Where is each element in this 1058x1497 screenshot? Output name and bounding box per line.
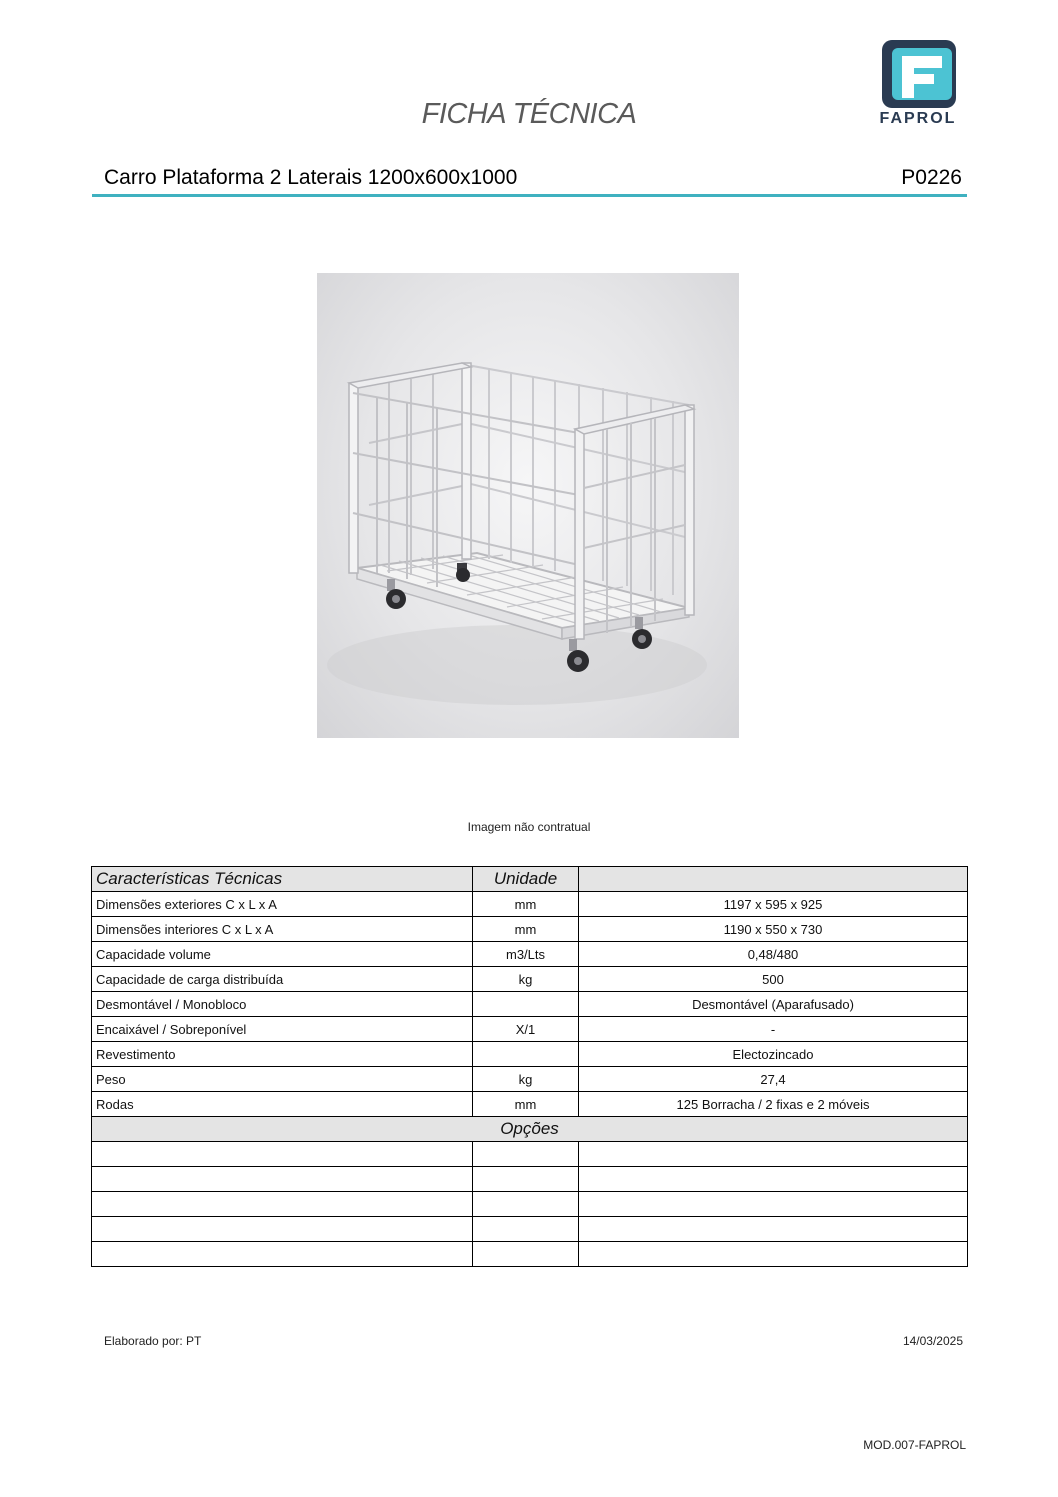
row-unit: mm xyxy=(473,917,579,942)
table-row xyxy=(92,942,968,967)
row-value: Electozincado xyxy=(579,1042,968,1067)
options-label: Opções xyxy=(92,1117,968,1142)
header-unit: Unidade xyxy=(473,867,579,892)
specs-table xyxy=(91,866,968,1267)
empty-option-row xyxy=(92,1167,968,1192)
row-unit: m3/Lts xyxy=(473,942,579,967)
product-code: P0226 xyxy=(901,166,962,189)
document-title: FICHA TÉCNICA xyxy=(421,98,637,130)
table-row xyxy=(92,1017,968,1042)
row-feature: Capacidade de carga distribuída xyxy=(92,967,473,992)
row-unit: kg xyxy=(473,967,579,992)
empty-option-row xyxy=(92,1242,968,1267)
row-value: - xyxy=(579,1017,968,1042)
table-row xyxy=(92,917,968,942)
product-photo xyxy=(317,273,739,738)
row-feature: Dimensões interiores C x L x A xyxy=(92,917,473,942)
header-divider xyxy=(92,194,967,197)
row-unit: mm xyxy=(473,892,579,917)
table-row xyxy=(92,1092,968,1117)
table-header-row xyxy=(92,867,968,892)
row-feature: Peso xyxy=(92,1067,473,1092)
row-value: 125 Borracha / 2 fixas e 2 móveis xyxy=(579,1092,968,1117)
row-feature: Rodas xyxy=(92,1092,473,1117)
row-unit xyxy=(473,1042,579,1067)
row-unit: mm xyxy=(473,1092,579,1117)
table-row xyxy=(92,892,968,917)
options-header-row xyxy=(92,1117,968,1142)
row-value: 27,4 xyxy=(579,1067,968,1092)
prepared-by: Elaborado por: PT xyxy=(104,1334,202,1348)
table-row xyxy=(92,1067,968,1092)
row-value: 500 xyxy=(579,967,968,992)
row-unit: X/1 xyxy=(473,1017,579,1042)
empty-option-row xyxy=(92,1142,968,1167)
row-feature: Capacidade volume xyxy=(92,942,473,967)
row-feature: Encaixável / Sobreponível xyxy=(92,1017,473,1042)
empty-option-row xyxy=(92,1217,968,1242)
row-feature: Desmontável / Monobloco xyxy=(92,992,473,1017)
header-value xyxy=(579,867,968,892)
row-unit xyxy=(473,992,579,1017)
row-value: Desmontável (Aparafusado) xyxy=(579,992,968,1017)
document-date: 14/03/2025 xyxy=(902,1334,963,1348)
row-feature: Dimensões exteriores C x L x A xyxy=(92,892,473,917)
row-value: 0,48/480 xyxy=(579,942,968,967)
logo-wordmark: FAPROL xyxy=(879,110,957,127)
empty-option-row xyxy=(92,1192,968,1217)
table-row xyxy=(92,967,968,992)
row-unit: kg xyxy=(473,1067,579,1092)
table-row xyxy=(92,992,968,1017)
row-value: 1197 x 595 x 925 xyxy=(579,892,968,917)
product-name: Carro Plataforma 2 Laterais 1200x600x1000 xyxy=(104,166,518,189)
table-row xyxy=(92,1042,968,1067)
row-value: 1190 x 550 x 730 xyxy=(579,917,968,942)
image-caption: Imagem não contratual xyxy=(467,820,591,834)
row-feature: Revestimento xyxy=(92,1042,473,1067)
header-feature: Características Técnicas xyxy=(92,867,473,892)
form-code: MOD.007-FAPROL xyxy=(863,1438,966,1452)
cart-illustration xyxy=(317,273,739,738)
